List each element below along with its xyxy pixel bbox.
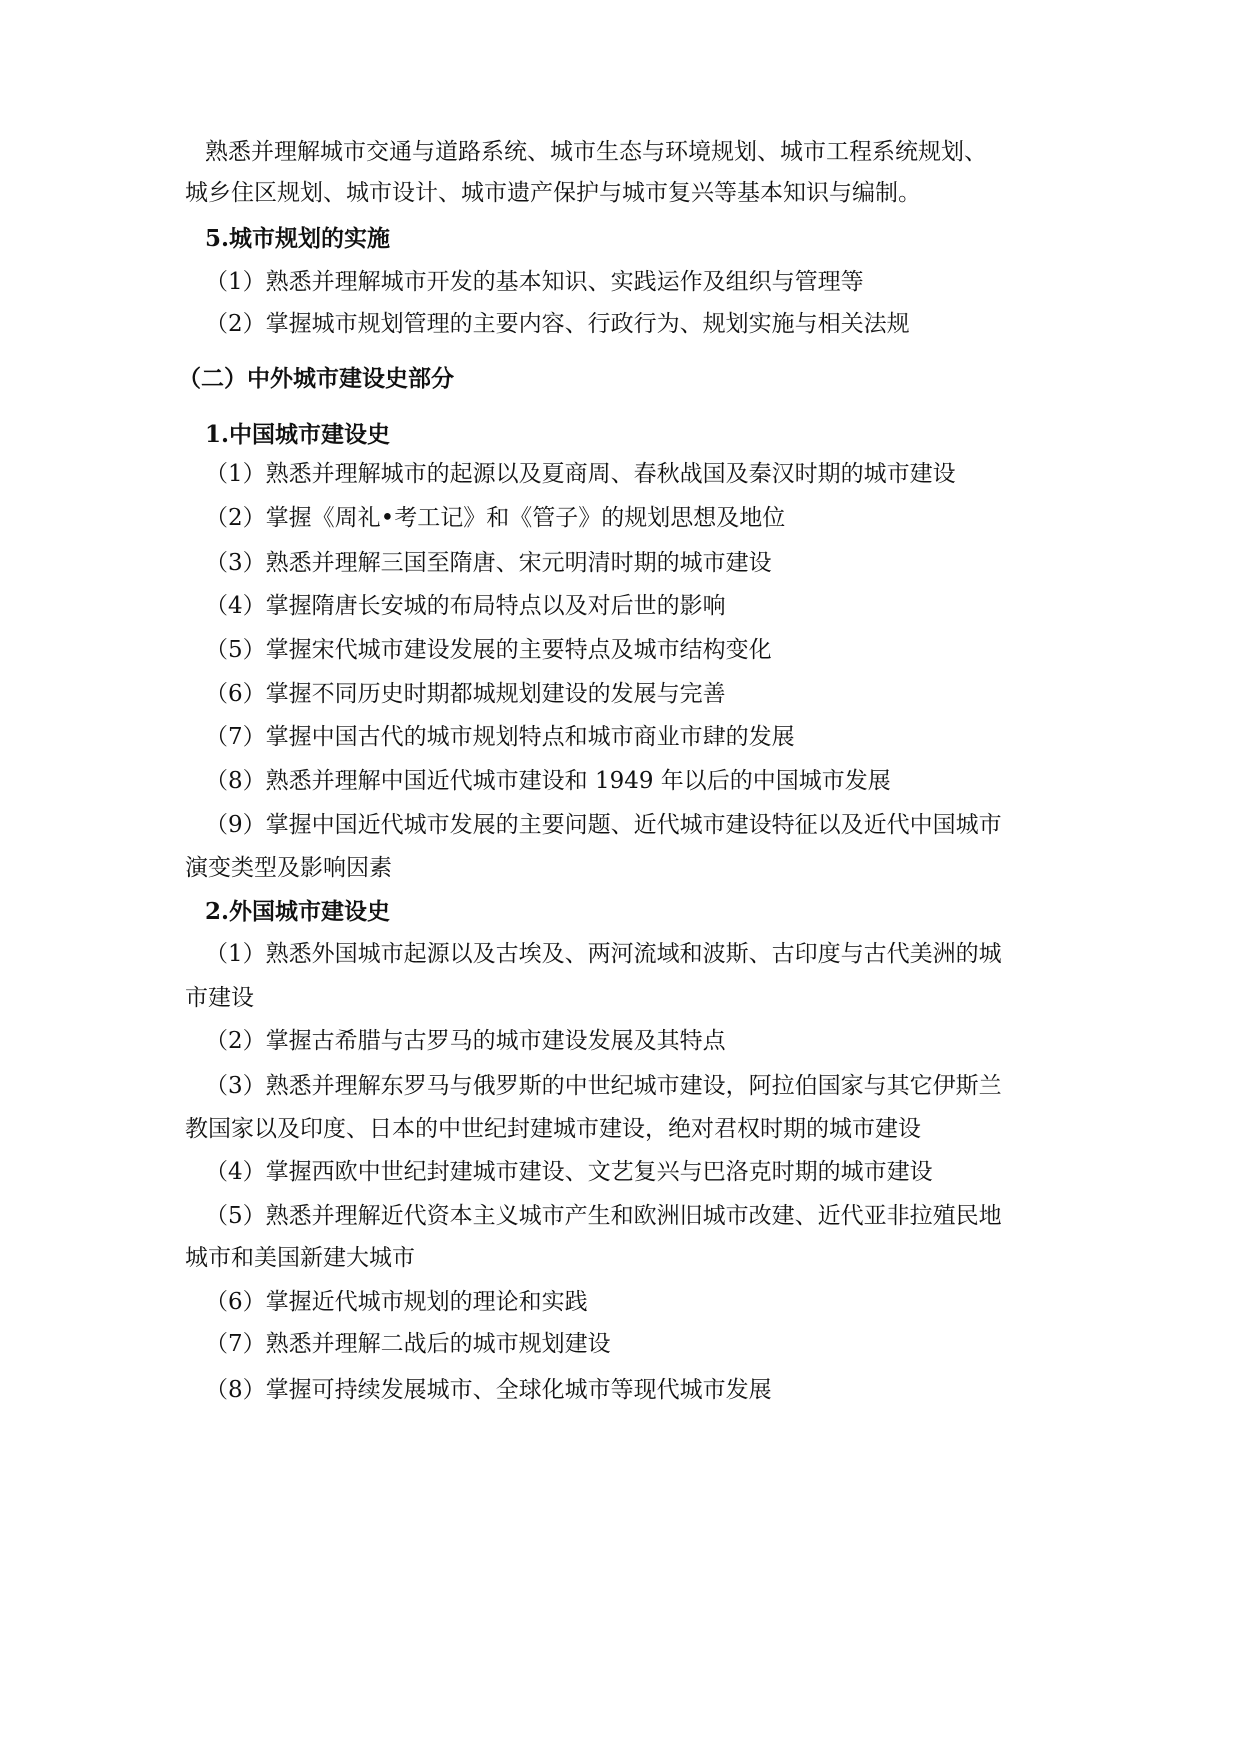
list-item-continuation: 教国家以及印度、日本的中世纪封建城市建设，绝对君权时期的城市建设	[185, 1116, 921, 1142]
list-item: （2）掌握《周礼•考工记》和《管子》的规划思想及地位	[205, 505, 786, 531]
list-item: （6）掌握近代城市规划的理论和实践	[205, 1289, 588, 1315]
list-item: （4）掌握西欧中世纪封建城市建设、文艺复兴与巴洛克时期的城市建设	[205, 1159, 933, 1185]
list-item: （8）熟悉并理解中国近代城市建设和 1949 年以后的中国城市发展	[205, 768, 891, 794]
list-item: （6）掌握不同历史时期都城规划建设的发展与完善	[205, 681, 726, 707]
intro-line: 城乡住区规划、城市设计、城市遗产保护与城市复兴等基本知识与编制。	[185, 180, 921, 206]
section-heading: 1.中国城市建设史	[205, 421, 391, 448]
list-item: （5）掌握宋代城市建设发展的主要特点及城市结构变化	[205, 637, 772, 663]
list-item: （3）熟悉并理解三国至隋唐、宋元明清时期的城市建设	[205, 550, 772, 576]
list-item: （5）熟悉并理解近代资本主义城市产生和欧洲旧城市改建、近代亚非拉殖民地	[205, 1203, 1002, 1229]
list-item: （7）掌握中国古代的城市规划特点和城市商业市肆的发展	[205, 724, 795, 750]
list-item-continuation: 城市和美国新建大城市	[185, 1245, 415, 1271]
list-item: （9）掌握中国近代城市发展的主要问题、近代城市建设特征以及近代中国城市	[205, 812, 1002, 838]
list-item: （3）熟悉并理解东罗马与俄罗斯的中世纪城市建设，阿拉伯国家与其它伊斯兰	[205, 1073, 1002, 1099]
list-item: （2）掌握古希腊与古罗马的城市建设发展及其特点	[205, 1028, 726, 1054]
list-item: （2）掌握城市规划管理的主要内容、行政行为、规划实施与相关法规	[205, 311, 910, 337]
list-item-continuation: 市建设	[185, 985, 254, 1011]
part-heading: （二）中外城市建设史部分	[178, 365, 454, 392]
list-item: （1）熟悉外国城市起源以及古埃及、两河流域和波斯、古印度与古代美洲的城	[205, 941, 1002, 967]
intro-line: 熟悉并理解城市交通与道路系统、城市生态与环境规划、城市工程系统规划、	[205, 139, 987, 165]
list-item: （7）熟悉并理解二战后的城市规划建设	[205, 1331, 611, 1357]
section-heading: 2.外国城市建设史	[205, 898, 391, 925]
list-item: （1）熟悉并理解城市的起源以及夏商周、春秋战国及秦汉时期的城市建设	[205, 461, 956, 487]
list-item: （8）掌握可持续发展城市、全球化城市等现代城市发展	[205, 1377, 772, 1403]
list-item: （4）掌握隋唐长安城的布局特点以及对后世的影响	[205, 593, 726, 619]
section-heading: 5.城市规划的实施	[205, 225, 391, 252]
list-item-continuation: 演变类型及影响因素	[185, 855, 392, 881]
list-item: （1）熟悉并理解城市开发的基本知识、实践运作及组织与管理等	[205, 269, 864, 295]
